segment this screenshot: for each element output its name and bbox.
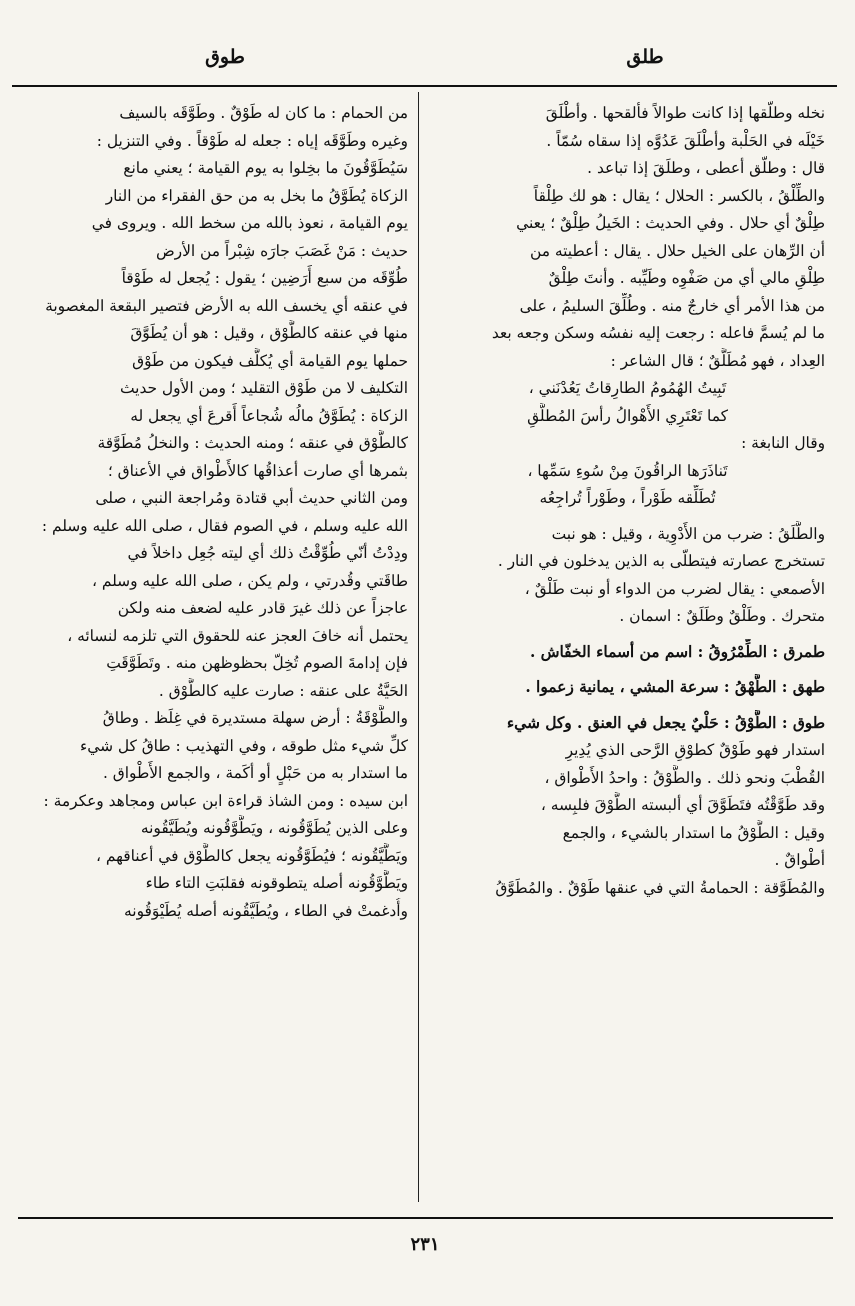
text-line: ودِدْتُ أنّي طُوِّقْتُ ذلك أي ليته جُعِل داخلاً في xyxy=(127,544,408,562)
text-line: من الحمام : ما كان له طَوْقٌ . وطَوَّقَه بالسيف xyxy=(119,104,408,122)
text-line: حديث : مَنْ غَصَبَ جارَه شِبْراً من الأرض xyxy=(156,241,408,260)
header-root-word-right: طلق xyxy=(626,46,664,68)
text-line: استدار فهو طَوْقٌ كطوْقِ الرَّحى الذي يُدِيرِ xyxy=(565,741,825,759)
text-line: في عنقه أي يخسف الله به الأرض فتصير البقعة المغصوبة xyxy=(45,296,408,315)
text-line: ما استدار به من حَبْلٍ أو أكَمة ، والجمع الأَطْواق . xyxy=(103,764,408,782)
right-column xyxy=(430,100,825,1210)
header-rule xyxy=(12,85,837,87)
text-line: بثمرها أي صارت أعذاقُها كالأَطْواق في الأعناق ؛ xyxy=(107,461,408,480)
text-line: طِلْقٌ أي حلال . وفي الحديث : الخَيلُ طِلْقٌ ؛ يعني xyxy=(516,214,825,232)
text-line: طِلْقِ مالي أي من صَفْوِه وطَيِّبه . وأنتَ طِلْقٌ xyxy=(548,269,825,287)
text-line: نخله وطلّقها إذا كانت طوالاً فألقحها . وأطْلَقَ xyxy=(545,104,825,122)
column-divider xyxy=(418,92,419,1202)
text-line: يحتمل أنه خافَ العجز عنه للحقوق التي تلزمه لنسائه ، xyxy=(67,626,408,645)
text-line: سَيُطَوَّقُونَ ما بخِلوا به يوم القيامة ؛ يعني مانع xyxy=(123,159,408,177)
text-line: وقال النابغة : xyxy=(741,434,825,452)
text-line: التكليف لا من طَوْق التقليد ؛ ومن الأول حديث xyxy=(120,379,408,397)
text-line: الحَيَّةُ على عنقه : صارت عليه كالطَّوْق . xyxy=(158,681,408,700)
text-line: تَبِيتُ الهُمُومُ الطارِقاتُ يَعُدْنَني ، xyxy=(528,379,727,397)
text-line xyxy=(430,631,825,639)
text-line: ويَطَّوَّقُونه أصله يتطوقونه فقلبَتِ التاء طاء xyxy=(145,874,408,892)
text-line: كلِّ شيء مثل طوقه ، وفي التهذيب : طاقُ كل شيء xyxy=(80,736,408,755)
text-line: الزكاة يُطَوَّقُ ما بخل به من حق الفقراء من النار xyxy=(105,186,408,205)
text-line: القُطْبَ ونحو ذلك . والطَّوْقُ : واحدُ الأَطْواق ، xyxy=(544,768,825,787)
text-line: أطْواقٌ . xyxy=(774,851,825,869)
text-line: خَيْلَه في الحَلْبة وأطْلَقَ عَدُوَّه إذا سقاه سُمّاً . xyxy=(546,131,825,150)
text-line: من هذا الأمر أي خارجٌ منه . وطُلِّقَ السليمُ ، على xyxy=(519,296,825,315)
text-line: ومن الثاني حديث أبي قتادة ومُراجعة النبي ، صلى xyxy=(95,489,408,507)
text-line: ابن سيده : ومن الشاذ قراءة ابن عباس ومجاهد وعكرمة : xyxy=(43,791,408,810)
header-root-word-left: طوق xyxy=(205,46,245,68)
text-line: والطَّلَقُ : ضرب من الأَدْوِية ، وقيل : هو نبت xyxy=(551,524,825,543)
text-line: والطَّوْقَةُ : أرض سهلة مستديرة في غِلَظ . وطاقُ xyxy=(102,709,408,727)
text-line: فإن إدامةَ الصوم تُخِلّ بحظوظهن منه . وتَطَوَّقَتِ xyxy=(106,654,408,672)
text-line: طاقَتي وقُدرتي ، ولم يكن ، صلى الله عليه وسلم ، xyxy=(91,571,408,590)
text-line: تُطَلِّقه طَوْراً ، وطَوْراً تُراجِعُه xyxy=(539,489,716,507)
text-line: الزكاة : يُطَوَّقُ مالُه شُجاعاً أَقرعَ أي يجعل له xyxy=(130,406,408,425)
text-line: كالطَّوْق في عنقه ؛ ومنه الحديث : والنخلُ مُطَوَّقة xyxy=(97,434,408,452)
text-line: والطِّلْقُ ، بالكسر : الحلال ؛ يقال : هو لك طِلْقاً xyxy=(533,186,825,205)
text-line: كما تَعْتَرِي الأَهْوالُ رأسَ المُطلَّقِ xyxy=(527,406,728,425)
text-line: منها في عنقه كالطَّوْق ، وقيل : هو أن يُطَوَّقَ xyxy=(130,324,408,342)
text-line xyxy=(430,513,825,521)
text-line: متحرك . وطَلْقٌ وطَلَقٌ : اسمان . xyxy=(619,607,825,625)
text-line: ما لم يُسمَّ فاعله : رجعت إليه نفسُه وسكن وجعه بعد xyxy=(491,324,825,342)
text-line: طهق : الطَّهْقُ : سرعة المشي ، يمانية زعموا . xyxy=(525,678,825,696)
text-line: وقيل : الطَّوْقُ ما استدار بالشيء ، والجمع xyxy=(562,823,825,842)
text-line: العِداد ، فهو مُطَلَّقٌ ؛ قال الشاعر : xyxy=(610,351,825,370)
left-column xyxy=(10,100,408,1210)
text-line xyxy=(430,702,825,710)
text-line: والمُطَوَّقة : الحمامةُ التي في عنقها طَوْقٌ . والمُطَوَّقُ xyxy=(495,878,825,897)
text-line: ويَطَّيَّقُونه ؛ فيُطَوَّقُونه يجعل كالطَّوْق في أعناقهم ، xyxy=(96,846,408,865)
text-line xyxy=(430,666,825,674)
text-line: تستخرج عصارته فيتطلّى به الذين يدخلون في النار . xyxy=(497,552,825,570)
text-line: الأصمعي : يقال لضرب من الدواء أو نبت طَلْقٌ ، xyxy=(524,579,825,598)
text-line: طُوِّقَه من سبع أَرَضِين ؛ يقول : يُجعل له طَوْقاً xyxy=(121,269,408,287)
footer-rule xyxy=(18,1217,833,1219)
text-line: وقد طَوَّقْتُه فتَطَوَّقَ أي ألبسته الطَّوْقَ فلبِسه ، xyxy=(540,796,825,814)
text-line: وعلى الذين يُطَوَّقُونه ، ويَطَّوَّقُونه ويُطَيَّقُونه xyxy=(140,819,408,837)
text-line: وغيره وطَوَّقَه إياه : جعله له طَوْقاً . وفي التنزيل : xyxy=(96,131,408,150)
text-line: يوم القيامة ، نعوذ بالله من سخط الله . ويروى في xyxy=(91,214,408,232)
text-line: أن الرِّهان على الخيل حلال . يقال : أعطيته من xyxy=(530,241,825,260)
text-line: طوق : الطَّوْقُ : حَلْيٌ يجعل في العنق . وكل شيء xyxy=(506,713,825,732)
text-line: وأُدغمتْ في الطاء ، ويُطَيَّقُونه أصله يُطَيْوَقُونه xyxy=(124,901,408,920)
text-line: قال : وطلّق أعطى ، وطلَقَ إذا تباعد . xyxy=(587,159,825,177)
page-number: ٢٣١ xyxy=(410,1234,440,1255)
text-line: الله عليه وسلم ، في الصوم فقال ، صلى الله عليه وسلم : xyxy=(41,516,408,535)
text-line: تَناذَرَها الراقُونَ مِنْ سُوءِ سَمِّها ، xyxy=(527,461,728,480)
text-line: عاجزاً عن ذلك غيرَ قادر عليه لضعف منه ولكن xyxy=(117,599,408,617)
text-line: حملها يوم القيامة أي يُكلَّف فيكون من طَوْق xyxy=(132,351,408,370)
text-line: طمرق : الطِّمْرُوقُ : اسم من أسماء الخفّاش . xyxy=(529,642,825,661)
